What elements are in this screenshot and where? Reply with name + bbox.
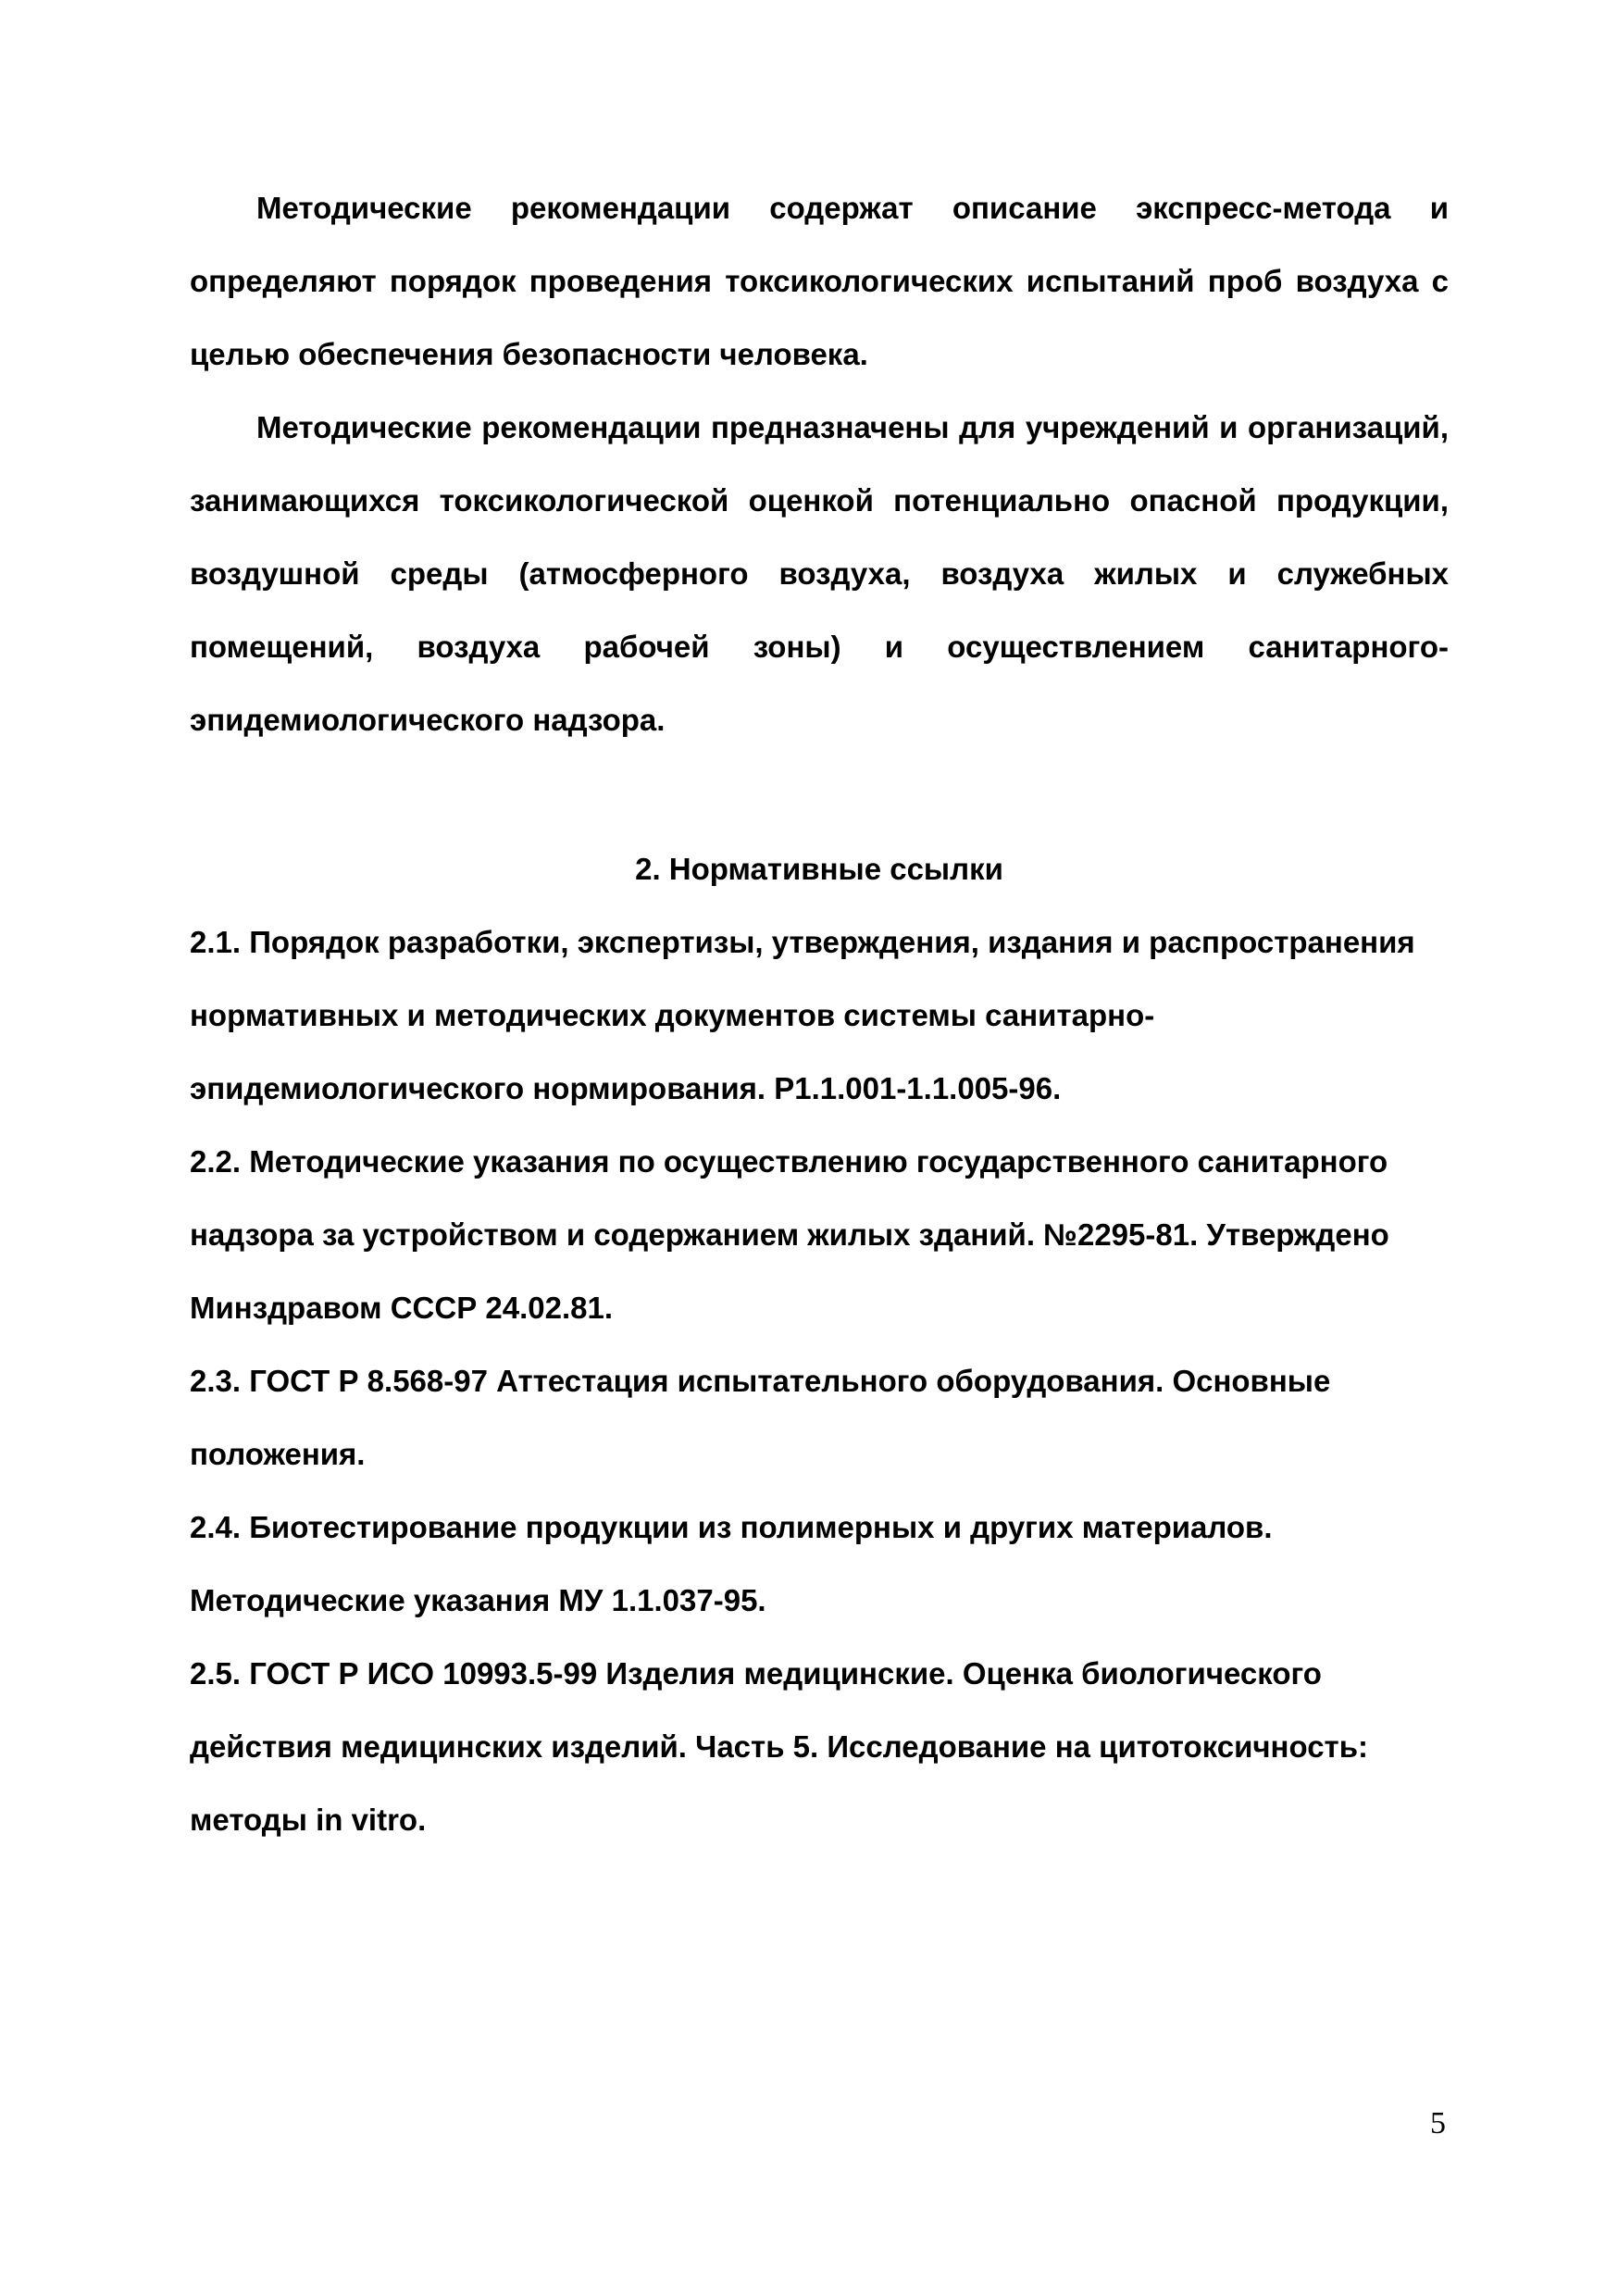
reference-item: 2.1. Порядок разработки, экспертизы, утверждения, издания и распространения нормативных и методических документов системы санитарно-эпидемиологического нормирования. Р1.1.001-1.1.005-96. <box>190 925 1415 1105</box>
reference-item: 2.4. Биотестирование продукции из полимерных и других материалов. Методические указания МУ 1.1.037-95. <box>190 1510 1273 1617</box>
reference-item: 2.2. Методические указания по осуществлению государственного санитарного надзора за устройством и содержанием жилых зданий. №2295-81. Утверждено Минздравом СССР 24.02.81. <box>190 1144 1389 1325</box>
page-body <box>190 171 1449 1856</box>
reference-item: 2.5. ГОСТ Р ИСО 10993.5-99 Изделия медицинские. Оценка биологического действия медицинских изделий. Часть 5. Исследование на цитотоксичность: методы in vitro. <box>190 1656 1368 1837</box>
intro-paragraph-1: Методические рекомендации содержат описание экспресс-метода и определяют порядок проведения токсикологических испытаний проб воздуха с целью обеспечения безопасности человека. <box>190 191 1449 371</box>
references-list <box>190 905 1449 1856</box>
section-heading: 2. Нормативные ссылки <box>635 852 1003 886</box>
reference-item: 2.3. ГОСТ Р 8.568-97 Аттестация испытательного оборудования. Основные положения. <box>190 1364 1331 1471</box>
intro-paragraph-2: Методические рекомендации предназначены для учреждений и организаций, занимающихся токсикологической оценкой потенциально опасной продукции, воздушной среды (атмосферного воздуха, воздуха жилых и служебных помещений, воздуха рабочей зоны) и осуществлением санитарного-эпидемиологического надзора. <box>190 410 1449 737</box>
page-number: 5 <box>1430 2106 1446 2140</box>
